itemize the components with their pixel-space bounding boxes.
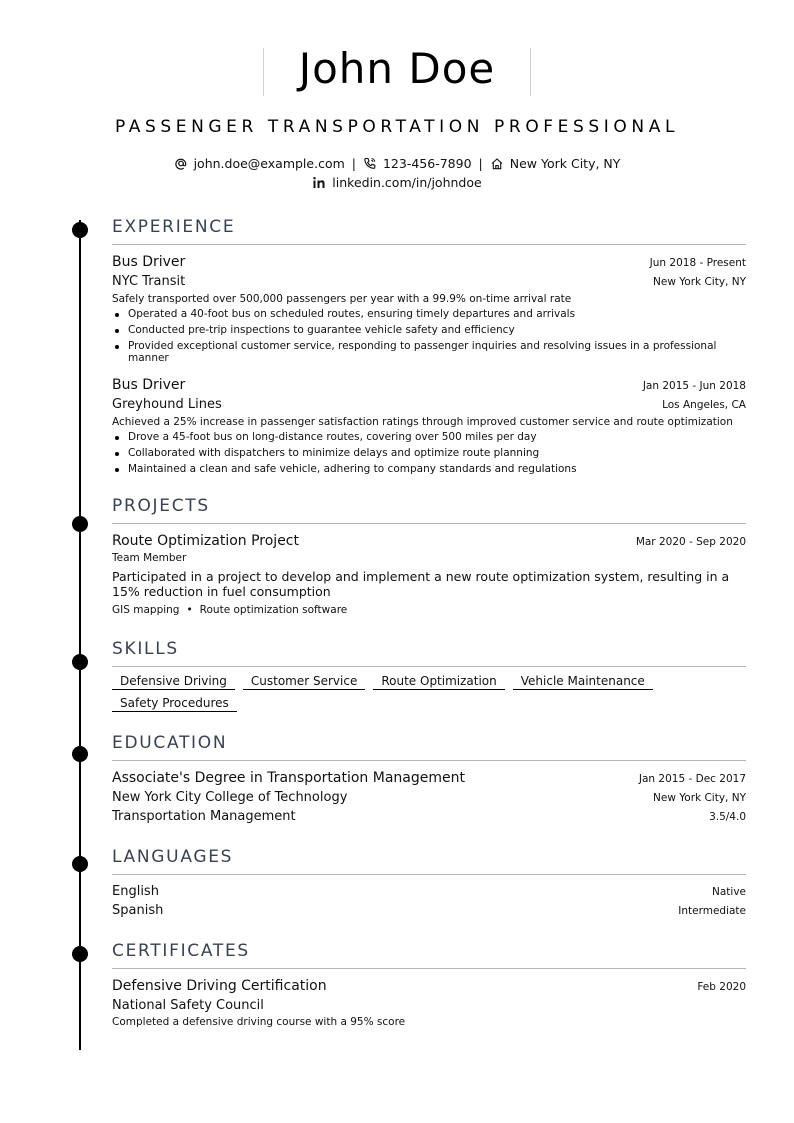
section-heading: PROJECTS — [112, 495, 746, 524]
linkedin-link[interactable]: linkedin.com/in/johndoe — [332, 175, 482, 190]
job-dates: Jun 2018 - Present — [649, 257, 746, 269]
list-item: Operated a 40-foot bus on scheduled routes, ensuring timely departures and arrivals — [112, 308, 746, 320]
list-item: Drove a 45-foot bus on long-distance routes, covering over 500 miles per day — [112, 431, 746, 443]
certificates-section — [112, 940, 746, 1029]
email-link[interactable]: john.doe@example.com — [193, 156, 345, 171]
skill-tag: Customer Service — [243, 674, 365, 690]
school: New York City College of Technology — [112, 790, 348, 805]
professional-title: PASSENGER TRANSPORTATION PROFESSIONAL — [114, 117, 680, 137]
education-section — [112, 732, 746, 826]
project-description: Participated in a project to develop and implement a new route optimization system, resulting in a 15% reduction in fuel consumption — [112, 569, 730, 599]
experience-entry — [112, 375, 746, 475]
list-item: Collaborated with dispatchers to minimize delays and optimize route planning — [112, 447, 746, 459]
at-icon — [174, 157, 188, 170]
language-name: Spanish — [112, 903, 164, 918]
keyword: GIS mapping — [112, 604, 180, 616]
job-dates: Jan 2015 - Jun 2018 — [642, 380, 746, 392]
projects-section — [112, 495, 746, 618]
skills-list — [112, 674, 746, 712]
language-name: English — [112, 884, 159, 899]
section-heading: SKILLS — [112, 638, 746, 667]
experience-entry — [112, 252, 746, 364]
job-company: Greyhound Lines — [112, 397, 222, 412]
certificate-issuer: National Safety Council — [112, 998, 264, 1013]
section-heading: LANGUAGES — [112, 846, 746, 875]
degree: Associate's Degree in Transportation Management — [112, 770, 465, 786]
certificate-date: Feb 2020 — [697, 981, 746, 993]
skills-section — [112, 638, 746, 712]
list-item: Conducted pre-trip inspections to guarantee vehicle safety and efficiency — [112, 324, 746, 336]
timeline-dot-languages — [72, 856, 88, 872]
job-location: Los Angeles, CA — [662, 399, 746, 411]
languages-section — [112, 846, 746, 920]
contact-separator: | — [351, 156, 356, 171]
language-row — [112, 882, 746, 901]
project-name: Route Optimization Project — [112, 533, 299, 549]
field-of-study: Transportation Management — [112, 809, 296, 824]
education-dates: Jan 2015 - Dec 2017 — [638, 773, 746, 785]
job-highlights — [112, 308, 746, 364]
skill-tag: Route Optimization — [373, 674, 504, 690]
job-company: NYC Transit — [112, 274, 186, 289]
language-level: Intermediate — [678, 905, 746, 917]
job-highlights — [112, 431, 746, 475]
resume-header — [0, 40, 794, 192]
section-heading: EDUCATION — [112, 732, 746, 761]
education-entry — [112, 768, 746, 826]
gpa: 3.5/4.0 — [709, 811, 746, 823]
list-item: Maintained a clean and safe vehicle, adhering to company standards and regulations — [112, 463, 746, 475]
phone-number[interactable]: 123-456-7890 — [382, 156, 472, 171]
certificate-description: Completed a defensive driving course with a 95% score — [112, 1016, 406, 1028]
linkedin-icon — [312, 176, 326, 189]
timeline-dot-certificates — [72, 946, 88, 962]
contact-separator: | — [478, 156, 483, 171]
timeline-dot-projects — [72, 516, 88, 532]
certificate-name: Defensive Driving Certification — [112, 978, 327, 994]
home-icon — [490, 157, 504, 170]
name-left-divider — [263, 48, 264, 96]
job-location: New York City, NY — [653, 276, 746, 288]
keyword-separator: • — [186, 604, 193, 616]
timeline-dot-skills — [72, 654, 88, 670]
job-position: Bus Driver — [112, 254, 186, 270]
project-entry — [112, 531, 746, 618]
experience-section — [112, 216, 746, 475]
project-role: Team Member — [112, 552, 187, 564]
certificate-entry — [112, 976, 746, 1029]
resume-body — [112, 216, 746, 1049]
project-keywords — [112, 602, 746, 618]
skill-tag: Defensive Driving — [112, 674, 235, 690]
section-heading: EXPERIENCE — [112, 216, 746, 245]
skill-tag: Vehicle Maintenance — [513, 674, 653, 690]
list-item: Provided exceptional customer service, responding to passenger inquiries and resolving issues in a professional manner — [112, 340, 746, 364]
skill-tag: Safety Procedures — [112, 696, 237, 712]
candidate-name: John Doe — [298, 44, 496, 93]
location-text: New York City, NY — [509, 156, 621, 171]
job-summary: Safely transported over 500,000 passengers per year with a 99.9% on-time arrival rate — [112, 293, 572, 305]
phone-icon — [363, 157, 377, 170]
timeline-dot-education — [72, 746, 88, 762]
school-location: New York City, NY — [653, 792, 746, 804]
project-dates: Mar 2020 - Sep 2020 — [635, 536, 746, 548]
job-position: Bus Driver — [112, 377, 186, 393]
name-block — [263, 40, 531, 98]
timeline-line — [79, 220, 81, 1050]
timeline-dot-experience — [72, 222, 88, 238]
keyword: Route optimization software — [199, 604, 348, 616]
section-heading: CERTIFICATES — [112, 940, 746, 969]
language-row — [112, 901, 746, 920]
language-level: Native — [712, 886, 746, 898]
contact-line — [0, 154, 794, 192]
job-summary: Achieved a 25% increase in passenger satisfaction ratings through improved customer service and route optimization — [112, 416, 733, 428]
name-right-divider — [530, 48, 531, 96]
